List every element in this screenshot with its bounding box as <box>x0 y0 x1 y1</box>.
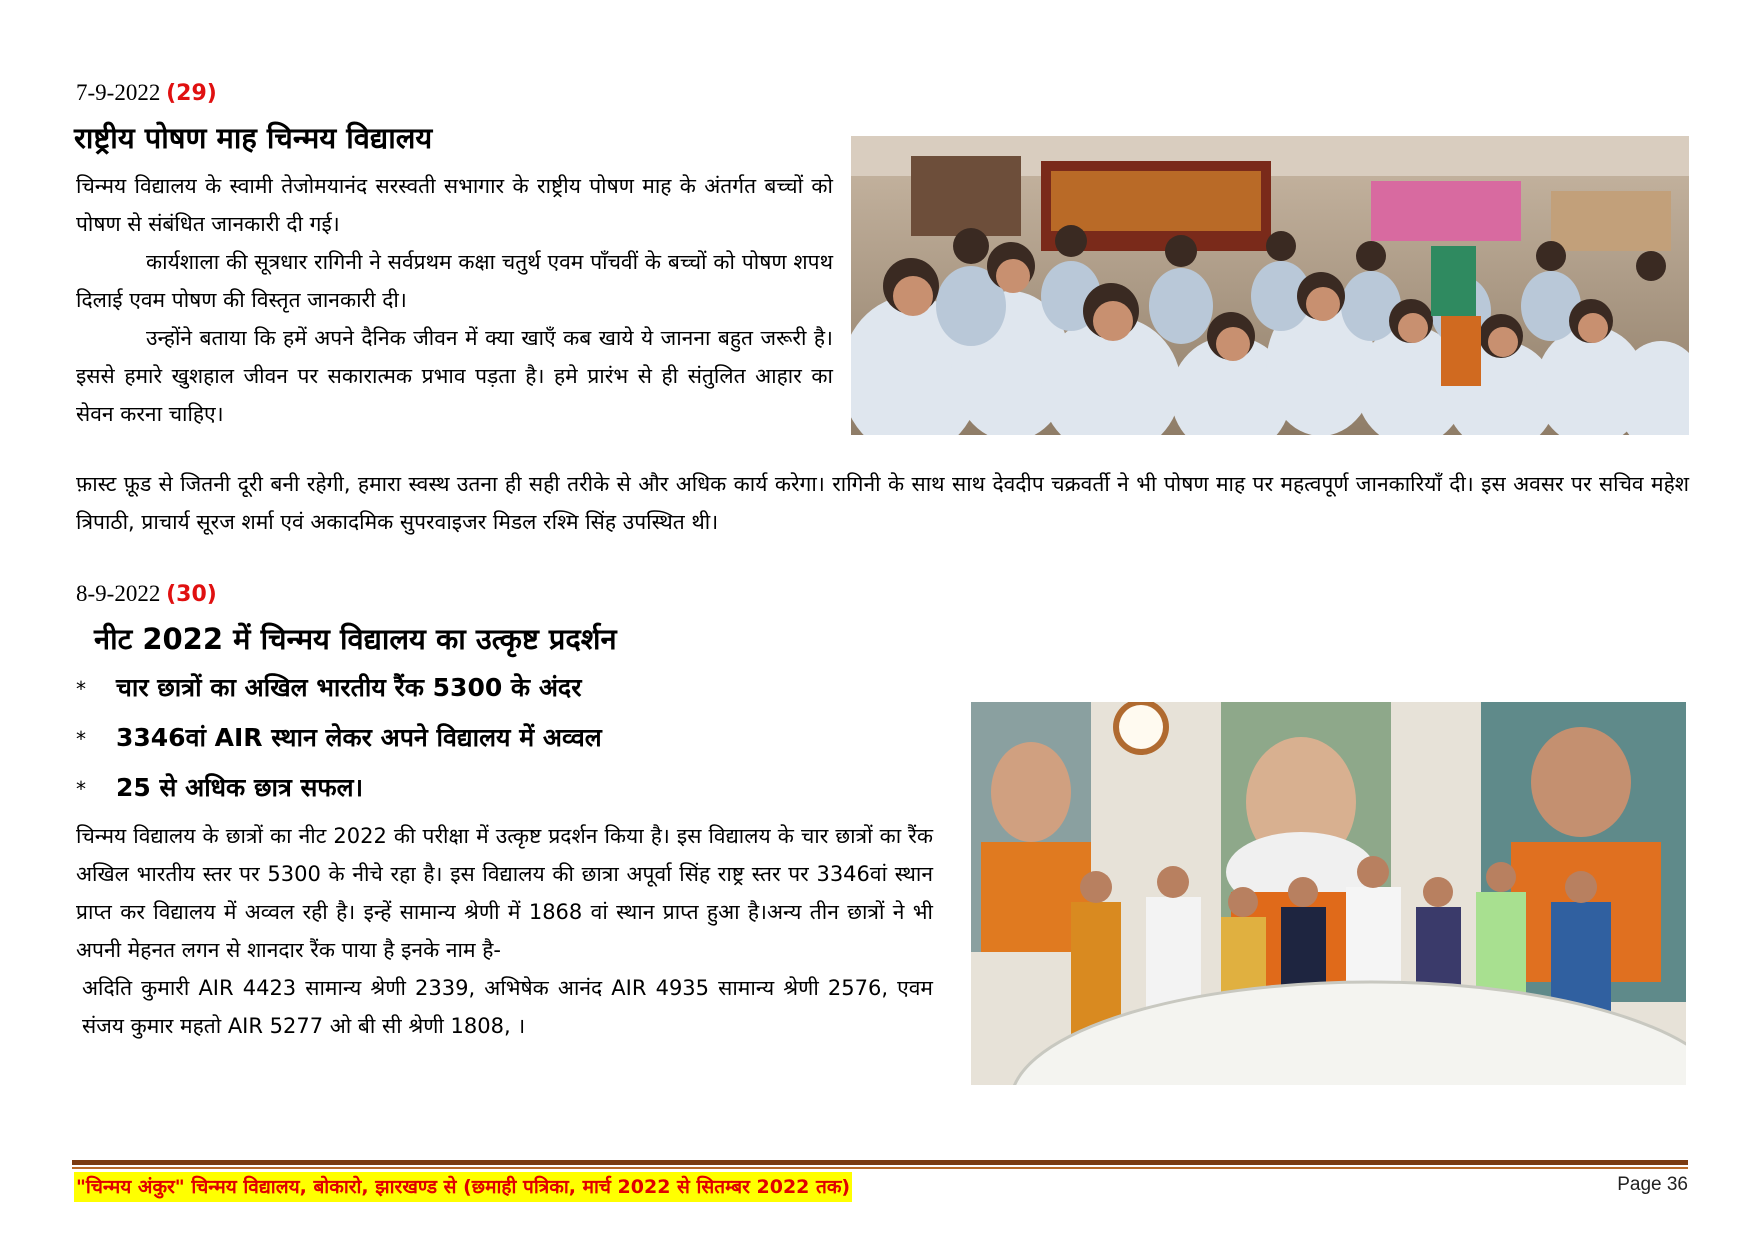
article2-body <box>76 817 933 1045</box>
article2-date-text: 8-9-2022 <box>76 581 161 606</box>
article2-title: नीट 2022 में चिन्मय विद्यालय का उत्कृष्ट प्रदर्शन <box>94 622 617 656</box>
article1-body <box>76 167 833 433</box>
footer-rule <box>72 1160 1688 1165</box>
article2-bullets <box>76 670 602 820</box>
article1-paragraph-3: उन्होंने बताया कि हमें अपने दैनिक जीवन में क्या खाएँ कब खाये ये जानना बहुत जरूरी है। इससे हमारे खुशहाल जीवन पर सकारात्मक प्रभाव पड़ता है। हमे प्रारंभ से ही संतुलित आहार का सेवन करना चाहिए। <box>76 326 833 426</box>
article2-date <box>76 581 217 607</box>
article2-paragraph-2: अदिति कुमारी AIR 4423 सामान्य श्रेणी 2339, अभिषेक आनंद AIR 4935 सामान्य श्रेणी 2576, एवम संजय कुमार महतो AIR 5277 ओ बी सी श्रेणी 1808, । <box>82 976 933 1038</box>
article1-number: (29) <box>166 81 217 106</box>
group-photo-illustration <box>971 702 1686 1085</box>
article1-paragraph-2: कार्यशाला की सूत्रधार रागिनी ने सर्वप्रथम कक्षा चतुर्थ एवम पाँचवीं के बच्चों को पोषण शपथ दिलाई एवम पोषण की विस्तृत जानकारी दी। <box>76 250 833 312</box>
bullet-item <box>76 670 602 720</box>
article1-date-text: 7-9-2022 <box>76 80 161 105</box>
article1-paragraph-4: फ़ास्ट फ़ूड से जितनी दूरी बनी रहेगी, हमारा स्वस्थ उतना ही सही तरीके से और अधिक कार्य करेगा। रागिनी के साथ साथ देवदीप चक्रवर्ती ने भी पोषण माह पर महत्वपूर्ण जानकारियाँ दी। इस अवसर पर सचिव महेश त्रिपाठी, प्राचार्य सूरज शर्मा एवं अकादमिक सुपरवाइजर मिडल रश्मि सिंह उपस्थित थी। <box>76 472 1689 534</box>
bullet-text: 3346वां AIR स्थान लेकर अपने विद्यालय में अव्वल <box>116 723 602 752</box>
page-number: Page 36 <box>1617 1174 1688 1195</box>
article2-paragraph-1: चिन्मय विद्यालय के छात्रों का नीट 2022 की परीक्षा में उत्कृष्ट प्रदर्शन किया है। इस विद्यालय के चार छात्रों का रैंक अखिल भारतीय स्तर पर 5300 के नीचे रहा है। इस विद्यालय की छात्रा अपूर्वा सिंह राष्ट्र स्तर पर 3346वां स्थान प्राप्त कर विद्यालय में अव्वल रही है। इन्हें सामान्य श्रेणी में 1868 वां स्थान प्राप्त हुआ है।अन्य तीन छात्रों ने भी अपनी मेहनत लगन से शानदार रैंक पाया है इनके नाम है- <box>76 824 933 962</box>
article2-number: (30) <box>166 582 217 607</box>
bullet-symbol: * <box>76 727 86 751</box>
bullet-text: 25 से अधिक छात्र सफल। <box>116 773 364 802</box>
article1-paragraph-1: चिन्मय विद्यालय के स्वामी तेजोमयानंद सरस्वती सभागार के राष्ट्रीय पोषण माह के अंतर्गत बच्चों को पोषण से संबंधित जानकारी दी गई। <box>76 174 833 236</box>
article1-title: राष्ट्रीय पोषण माह चिन्मय विद्यालय <box>74 121 433 155</box>
bullet-symbol: * <box>76 777 86 801</box>
magazine-footer: "चिन्मय अंकुर" चिन्मय विद्यालय, बोकारो, झारखण्ड से (छमाही पत्रिका, मार्च 2022 से सितम्बर 2022 तक) <box>74 1172 852 1202</box>
students-assembly-photo <box>851 136 1689 435</box>
bullet-symbol: * <box>76 677 86 701</box>
bullet-item <box>76 720 602 770</box>
neet-toppers-group-photo <box>971 702 1686 1085</box>
footer-rule-thin <box>72 1167 1688 1169</box>
students-assembly-illustration <box>851 136 1689 435</box>
bullet-text: चार छात्रों का अखिल भारतीय रैंक 5300 के अंदर <box>116 673 582 702</box>
bullet-item <box>76 770 602 820</box>
article1-date <box>76 80 217 106</box>
